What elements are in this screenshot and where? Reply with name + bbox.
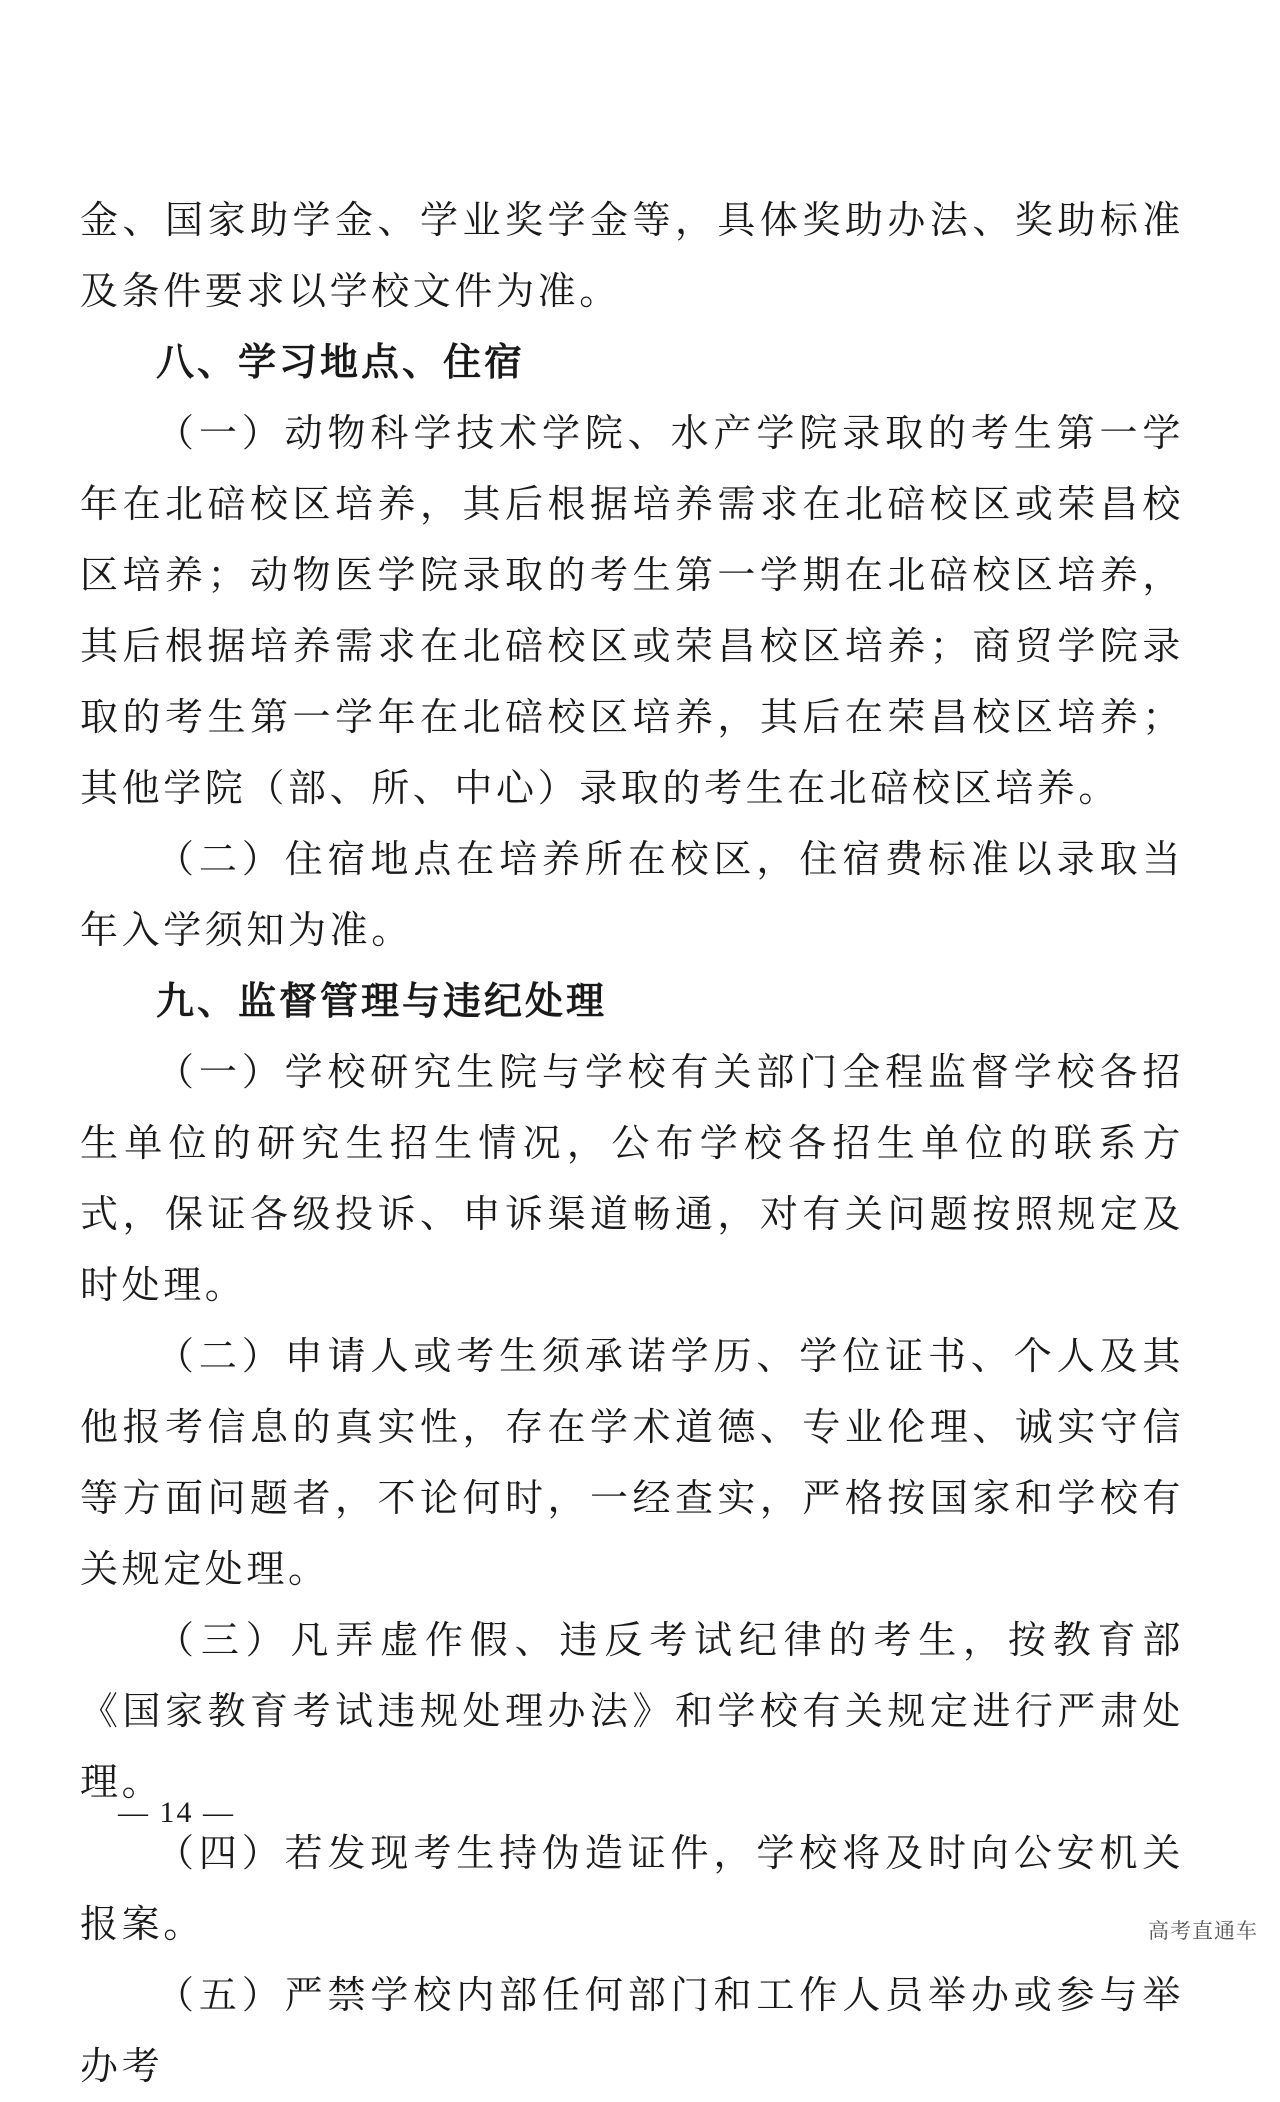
paragraph-scholarship-continued: 金、国家助学金、学业奖学金等，具体奖助办法、奖助标准及条件要求以学校文件为准。: [80, 198, 1184, 313]
paragraph-supervision-1: （一）学校研究生院与学校有关部门全程监督学校各招生单位的研究生招生情况，公布学校各招生单位的联系方式，保证各级投诉、申诉渠道畅通，对有关问题按照规定及时处理。: [80, 1050, 1184, 1307]
paragraph-supervision-4: （四）若发现考生持伪造证件，学校将及时向公安机关报案。: [80, 1831, 1184, 1946]
document-body: [80, 185, 1184, 2102]
paragraph-supervision-5: （五）严禁学校内部任何部门和工作人员举办或参与举办考: [80, 1973, 1184, 2088]
paragraph-supervision-2: （二）申请人或考生须承诺学历、学位证书、个人及其他报考信息的真实性，存在学术道德、专业伦理、诚实守信等方面问题者，不论何时，一经查实，严格按国家和学校有关规定处理。: [80, 1334, 1184, 1591]
watermark-text: 高考直通车: [1148, 1919, 1258, 1943]
paragraph-accommodation: （二）住宿地点在培养所在校区，住宿费标准以录取当年入学须知为准。: [80, 837, 1184, 952]
paragraph-campus-arrangement: （一）动物科学技术学院、水产学院录取的考生第一学年在北碚校区培养，其后根据培养需求在北碚校区或荣昌校区培养；动物医学院录取的考生第一学期在北碚校区培养，其后根据培养需求在北碚校区或荣昌校区培养；商贸学院录取的考生第一学年在北碚校区培养，其后在荣昌校区培养；其他学院（部、所、中心）录取的考生在北碚校区培养。: [80, 411, 1184, 810]
paragraph-supervision-3: （三）凡弄虚作假、违反考试纪律的考生，按教育部《国家教育考试违规处理办法》和学校有关规定进行严肃处理。: [80, 1618, 1184, 1804]
section-heading-supervision: 九、监督管理与违纪处理: [156, 979, 608, 1023]
section-heading-study-location: 八、学习地点、住宿: [156, 340, 526, 384]
page-number: — 14 —: [118, 1796, 235, 1829]
